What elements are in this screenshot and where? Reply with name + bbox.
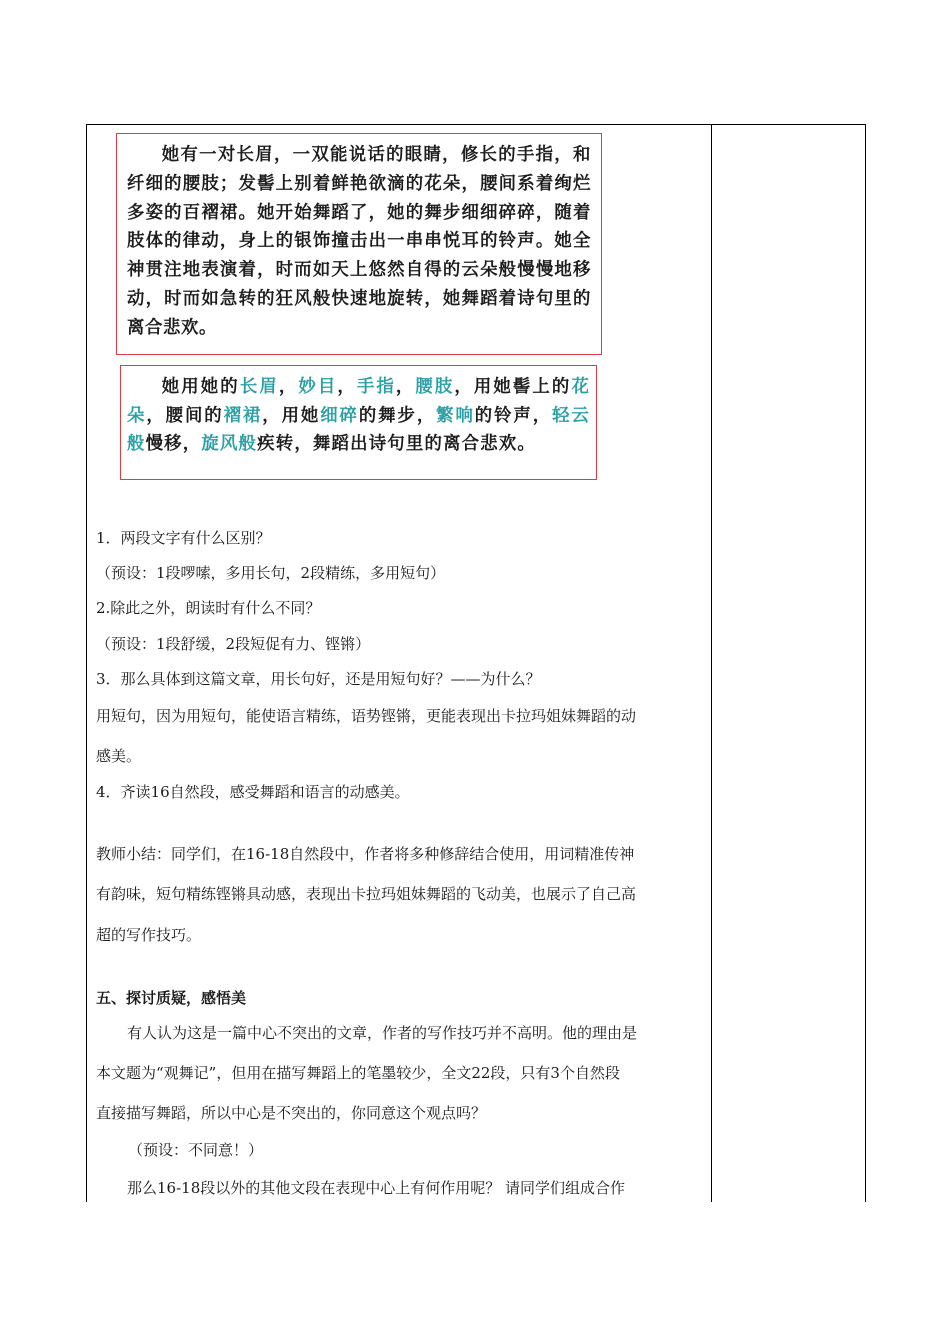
- passage-segment: 的舞步，: [358, 405, 437, 426]
- highlighted-word: 细碎: [320, 405, 359, 426]
- highlighted-word: 旋风般: [201, 434, 258, 454]
- question-1: 1．两段文字有什么区别？: [96, 529, 271, 547]
- highlighted-word: 繁响: [436, 405, 475, 426]
- highlighted-word: 轻云般: [127, 405, 590, 454]
- discussion-line-4: 那么16-18段以外的其他文段在表现中心上有何作用呢？ 请同学们组成合作: [127, 1179, 626, 1197]
- passage-original-text: 她有一对长眉，一双能说话的眼睛，修长的手指，和纤细的腰肢；发髻上别着鲜艳欲滴的花朵，腰间系着绚烂多姿的百褶裙。她开始舞蹈了，她的舞步细细碎碎，随着肢体的律动，身上的银饰撞击出一串串悦耳的铃声。她全神贯注地表演着，时而如天上悠然自得的云朵般慢慢地移动，时而如急转的狂风般快速地旋转，她舞蹈着诗句里的离合悲欢。: [127, 145, 591, 338]
- passage-revised-text: [127, 373, 590, 459]
- summary-line-3: 超的写作技巧。: [96, 926, 202, 944]
- passage-segment: ，: [395, 377, 416, 397]
- passage-segment: ，用她髻上的: [454, 377, 572, 397]
- highlighted-word: 妙目: [298, 377, 338, 397]
- highlighted-word: 花朵: [127, 377, 591, 426]
- question-2: 2.除此之外，朗读时有什么不同？: [96, 599, 321, 617]
- passage-segment: ，腰间的: [146, 405, 224, 426]
- discussion-answer: （预设：不同意！）: [128, 1141, 264, 1159]
- highlighted-word: 长眉: [239, 377, 279, 397]
- answer-3-line-1: 用短句，因为用短句，能使语言精练，语势铿锵，更能表现出卡拉玛姐妹舞蹈的动: [96, 707, 637, 725]
- passage-segment: ，: [278, 377, 299, 397]
- passage-segment: 慢移，: [145, 434, 202, 454]
- highlighted-word: 褶裙: [223, 405, 263, 426]
- passage-box-original: [116, 133, 602, 355]
- answer-1: （预设：1段啰嗦，多用长句，2段精练，多用短句）: [96, 564, 446, 582]
- discussion-line-1: 有人认为这是一篇中心不突出的文章，作者的写作技巧并不高明。他的理由是: [127, 1024, 638, 1042]
- passage-segment: ，用她: [262, 405, 321, 426]
- passage-segment: 她用她的: [161, 377, 240, 397]
- section-heading: 五、探讨质疑，感悟美: [96, 989, 247, 1007]
- passage-segment: 疾转，舞蹈出诗句里的离合悲欢。: [257, 434, 537, 454]
- question-3: 3．那么具体到这篇文章，用长句好，还是用短句好？——为什么？: [96, 670, 541, 688]
- passage-box-revised: [120, 365, 597, 480]
- passage-segment: 的铃声，: [474, 405, 553, 426]
- discussion-line-2: 本文题为“观舞记”，但用在描写舞蹈上的笔墨较少，全文22段，只有3个自然段: [96, 1064, 620, 1082]
- highlighted-word: 手指: [356, 377, 396, 397]
- passage-segment: ，: [337, 377, 357, 397]
- answer-3-line-2: 感美。: [96, 747, 142, 765]
- discussion-line-3: 直接描写舞蹈，所以中心是不突出的，你同意这个观点吗？: [96, 1104, 487, 1122]
- question-4: 4．齐读16自然段，感受舞蹈和语言的动感美。: [96, 783, 410, 801]
- highlighted-word: 腰肢: [415, 377, 455, 397]
- summary-line-1: 教师小结：同学们，在16-18自然段中，作者将多种修辞结合使用，用词精准传神: [96, 845, 635, 863]
- answer-2: （预设：1段舒缓，2段短促有力、铿锵）: [96, 635, 371, 653]
- summary-line-2: 有韵味，短句精练铿锵具动感，表现出卡拉玛姐妹舞蹈的飞动美，也展示了自己高: [96, 885, 637, 903]
